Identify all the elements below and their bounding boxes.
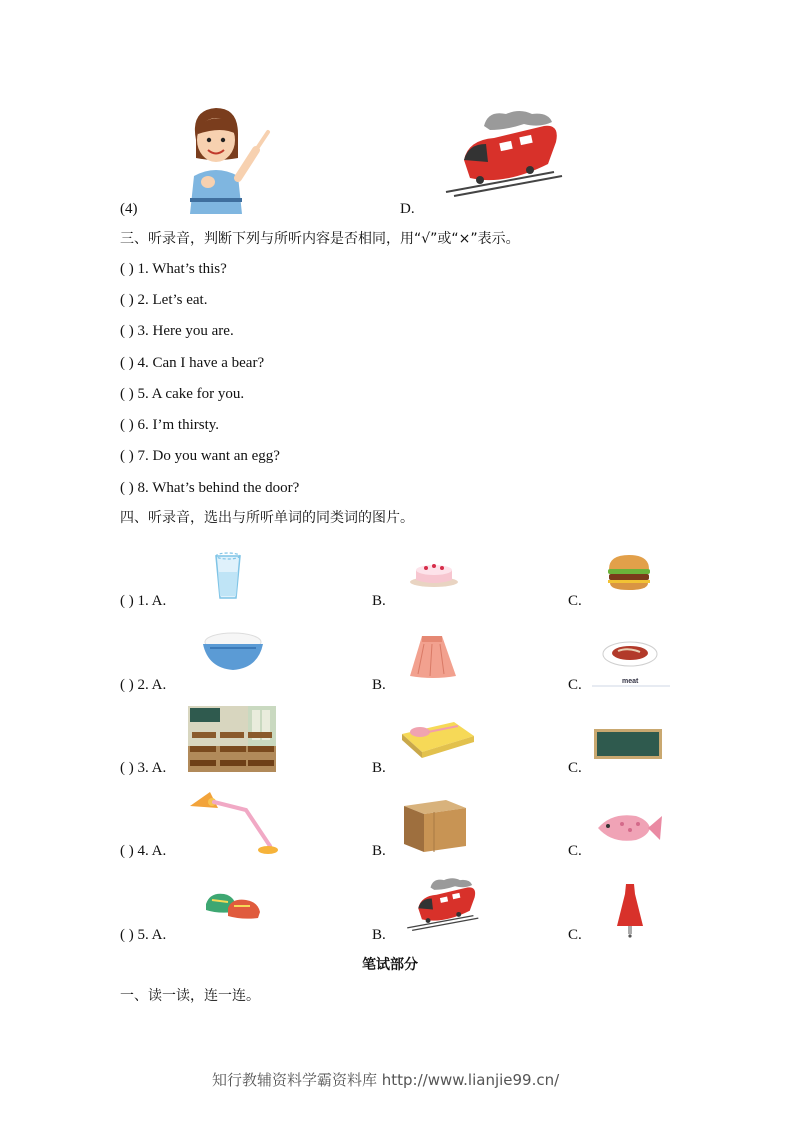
row-4-label: ( ) 4. A. bbox=[120, 843, 167, 859]
option-d-label: D. bbox=[400, 201, 415, 217]
row-3-option-b: B. bbox=[372, 760, 386, 776]
bed-icon[interactable] bbox=[398, 718, 476, 758]
hamburger-icon[interactable] bbox=[606, 553, 652, 591]
row-2-option-b: B. bbox=[372, 677, 386, 693]
train-icon bbox=[444, 108, 568, 198]
answer-blank[interactable]: ( ) bbox=[120, 417, 134, 433]
written-section-1-heading: 一、读一读，连一连。 bbox=[120, 988, 260, 1004]
row-5-option-b: B. bbox=[372, 927, 386, 943]
section-4-heading: 四、听录音，选出与所听单词的同类词的图片。 bbox=[120, 510, 414, 526]
girl-pointing-icon bbox=[176, 100, 272, 214]
box-icon[interactable] bbox=[402, 796, 468, 854]
footer-watermark: 知行教辅资料学霸资料库 http://www.lianjie99.cn/ bbox=[212, 1071, 560, 1089]
list-item: ( ) 4. Can I have a bear? bbox=[120, 355, 265, 371]
desk-lamp-icon[interactable] bbox=[188, 788, 278, 858]
list-item: ( ) 8. What’s behind the door? bbox=[120, 480, 300, 496]
meat-plate-icon[interactable] bbox=[592, 636, 670, 688]
row-3-label: ( ) 3. A. bbox=[120, 760, 167, 776]
answer-blank[interactable]: ( ) bbox=[120, 261, 134, 277]
answer-blank[interactable]: ( ) bbox=[120, 323, 134, 339]
list-item: ( ) 3. Here you are. bbox=[120, 323, 234, 339]
answer-blank[interactable]: ( ) bbox=[120, 292, 134, 308]
cake-icon[interactable] bbox=[408, 560, 460, 588]
row-1-option-b: B. bbox=[372, 593, 386, 609]
skirt-icon[interactable] bbox=[408, 634, 458, 680]
row-2-label: ( ) 2. A. bbox=[120, 677, 167, 693]
list-item: ( ) 6. I’m thirsty. bbox=[120, 417, 220, 433]
fish-icon[interactable] bbox=[594, 808, 662, 846]
answer-blank[interactable]: ( ) bbox=[120, 448, 134, 464]
row-1-option-c: C. bbox=[568, 593, 582, 609]
list-item: ( ) 7. Do you want an egg? bbox=[120, 448, 280, 464]
blackboard-icon[interactable] bbox=[594, 729, 662, 759]
row-5-label: ( ) 5. A. bbox=[120, 927, 167, 943]
train-icon[interactable] bbox=[406, 876, 482, 932]
row-3-option-c: C. bbox=[568, 760, 582, 776]
shoes-icon[interactable] bbox=[204, 888, 262, 924]
answer-blank[interactable]: ( ) bbox=[120, 480, 134, 496]
answer-blank[interactable]: ( ) bbox=[120, 386, 134, 402]
row-2-option-c: C. bbox=[568, 677, 582, 693]
classroom-icon[interactable] bbox=[188, 706, 276, 772]
answer-blank[interactable]: ( ) bbox=[120, 355, 134, 371]
glass-of-water-icon[interactable] bbox=[212, 546, 244, 600]
section-3-heading: 三、听录音，判断下列与所听内容是否相同，用“√”或“×”表示。 bbox=[120, 231, 520, 247]
rice-bowl-icon[interactable] bbox=[200, 630, 266, 672]
row-1-label: ( ) 1. A. bbox=[120, 593, 167, 609]
list-item: ( ) 2. Let’s eat. bbox=[120, 292, 208, 308]
row-4-option-b: B. bbox=[372, 843, 386, 859]
meat-caption: meat bbox=[622, 678, 639, 685]
dress-icon[interactable] bbox=[617, 882, 643, 938]
list-item: ( ) 5. A cake for you. bbox=[120, 386, 245, 402]
written-section-title: 笔试部分 bbox=[362, 957, 418, 973]
row-4-option-c: C. bbox=[568, 843, 582, 859]
question-4-label: (4) bbox=[120, 201, 138, 217]
list-item: ( ) 1. What’s this? bbox=[120, 261, 227, 277]
row-5-option-c: C. bbox=[568, 927, 582, 943]
